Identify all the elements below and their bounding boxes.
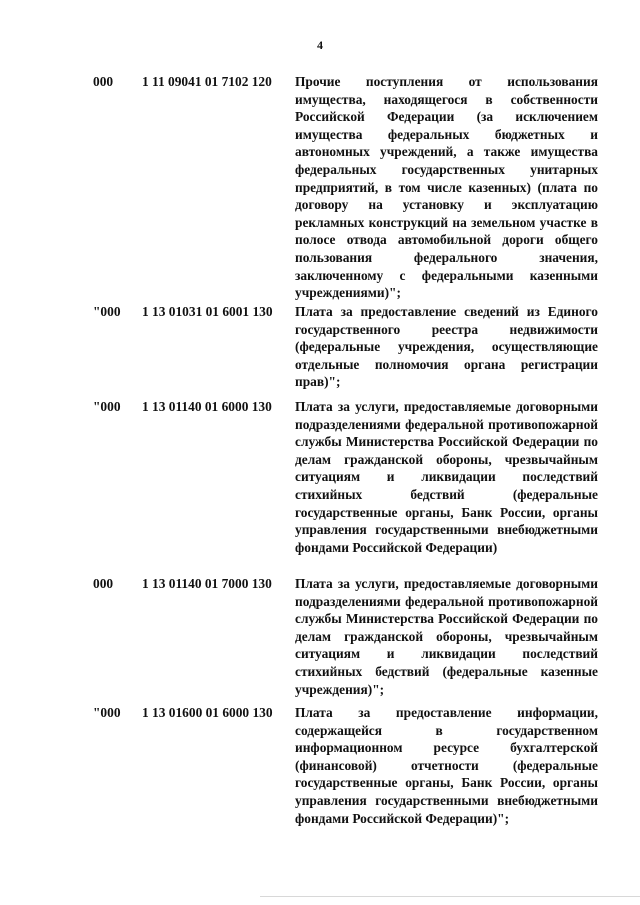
administrator-code: "000 [93,399,121,414]
scan-edge-line [260,896,640,897]
revenue-description: Плата за предоставление информации, содержащейся в государственном информационном ресурсе бухгалтерской (финансовой) отчетности (федеральные государственные органы, Банк России, органы управления государственными внебюджетными фондами Российской Федерации)"; [295,705,598,826]
budget-classification-code: 1 13 01600 01 6000 130 [142,705,273,720]
page-number: 4 [317,38,323,52]
revenue-description: Плата за предоставление сведений из Единого государственного реестра недвижимости (федеральные учреждения, осуществляющие отдельные полномочия органа регистрации прав)"; [295,304,598,390]
administrator-code: "000 [93,304,121,319]
budget-classification-code: 1 11 09041 01 7102 120 [142,74,272,89]
budget-classification-code: 1 13 01031 01 6001 130 [142,304,273,319]
budget-classification-code: 1 13 01140 01 7000 130 [142,576,272,591]
administrator-code: "000 [93,705,121,720]
revenue-description: Прочие поступления от использования имущества, находящегося в собственности Российской Федерации (за исключением имущества федеральных бюджетных и автономных учреждений, а также имущества федеральных государственных унитарных предприятий, в том числе казенных) (плата по договору на установку и эксплуатацию рекламных конструкций на земельном участке в полосе отвода автомобильной дороги общего пользования федерального значения, заключенному с федеральными казенными учреждениями)"; [295,74,598,301]
revenue-description: Плата за услуги, предоставляемые договорными подразделениями федеральной противопожарной службы Министерства Российской Федерации по делам гражданской обороны, чрезвычайным ситуациям и ликвидации последствий стихийных бедствий (федеральные казенные учреждения)"; [295,576,598,697]
revenue-description: Плата за услуги, предоставляемые договорными подразделениями федеральной противопожарной службы Министерства Российской Федерации по делам гражданской обороны, чрезвычайным ситуациям и ликвидации последствий стихийных бедствий (федеральные государственные органы, Банк России, органы управления государственными внебюджетными фондами Российской Федерации) [295,399,598,555]
administrator-code: 000 [93,576,114,591]
administrator-code: 000 [93,74,114,89]
budget-classification-code: 1 13 01140 01 6000 130 [142,399,272,414]
